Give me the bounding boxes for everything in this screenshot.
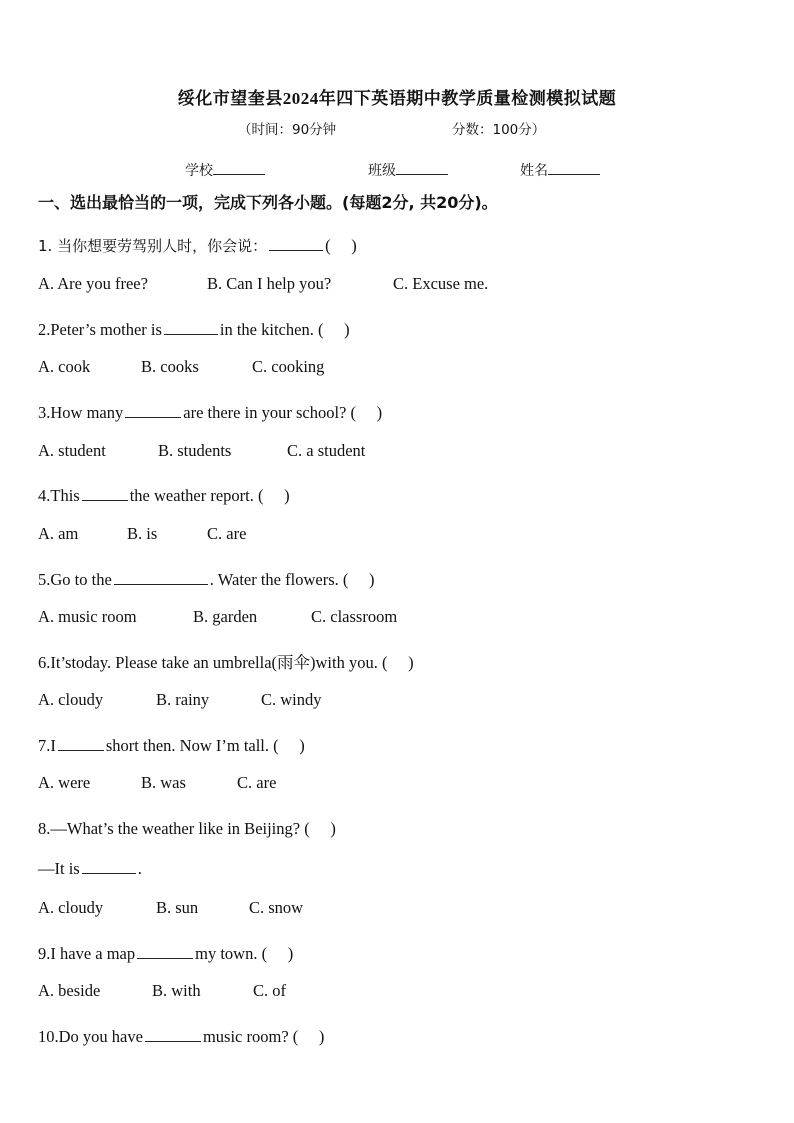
option-c[interactable]: C. classroom	[311, 607, 398, 626]
time-label: （时间：90分钟	[238, 122, 337, 138]
option-b[interactable]: B. is	[127, 524, 158, 543]
answer-blank[interactable]	[137, 942, 193, 959]
option-a[interactable]: A. were	[38, 773, 91, 792]
question-7	[38, 732, 305, 756]
answer-blank[interactable]	[58, 734, 104, 751]
answer-blank[interactable]	[145, 1025, 201, 1042]
name-field	[520, 160, 600, 180]
school-blank[interactable]	[213, 160, 265, 175]
option-c[interactable]: C. are	[237, 773, 277, 792]
school-label: 学校	[185, 163, 213, 179]
question-stem: 7.I	[38, 736, 56, 755]
question-8-options	[38, 898, 303, 918]
question-2	[38, 316, 350, 340]
score-label: 分数：100分）	[452, 122, 546, 138]
option-b[interactable]: B. with	[152, 981, 201, 1000]
question-6-options	[38, 690, 322, 710]
question-8-line-2	[38, 857, 142, 879]
question-stem: 6.It’s	[38, 653, 72, 672]
option-a[interactable]: A. cloudy	[38, 898, 104, 917]
question-6	[38, 649, 414, 673]
question-stem: 1. 当你想要劳驾别人时，你会说：	[38, 237, 268, 255]
question-1-options	[38, 274, 488, 294]
option-a[interactable]: A. cloudy	[38, 690, 104, 709]
answer-bracket: music room? ( )	[202, 1027, 325, 1046]
question-4	[38, 482, 290, 506]
question-1	[38, 232, 357, 256]
answer-bracket: in the kitchen. ( )	[219, 320, 350, 339]
option-b[interactable]: B. students	[158, 441, 232, 460]
question-stem: 2.Peter’s mother is	[38, 320, 162, 339]
question-stem: 9.I have a map	[38, 944, 136, 963]
question-stem-line-2: —It is	[38, 859, 80, 878]
option-b[interactable]: B. sun	[156, 898, 199, 917]
school-field	[185, 160, 265, 180]
question-3-options	[38, 441, 365, 461]
section-heading: 一、选出最恰当的一项，完成下列各小题。(每题2分, 共20分)。	[38, 193, 498, 212]
option-a[interactable]: A. Are you free?	[38, 274, 148, 293]
option-c[interactable]: C. windy	[261, 690, 322, 709]
answer-bracket: today. Please take an umbrella(雨伞)with you. ( )	[71, 653, 414, 672]
answer-bracket: short then. Now I’m tall. ( )	[105, 736, 305, 755]
question-10	[38, 1023, 324, 1047]
question-9	[38, 940, 293, 964]
name-blank[interactable]	[548, 160, 600, 175]
option-c[interactable]: C. a student	[287, 441, 366, 460]
class-blank[interactable]	[396, 160, 448, 175]
option-a[interactable]: A. beside	[38, 981, 101, 1000]
answer-blank[interactable]	[82, 484, 128, 501]
question-stem-end: .	[137, 859, 142, 878]
option-b[interactable]: B. garden	[193, 607, 258, 626]
class-label: 班级	[368, 163, 396, 179]
page-title: 绥化市望奎县2024年四下英语期中教学质量检测模拟试题	[177, 89, 617, 108]
question-8	[38, 815, 336, 839]
question-stem: 10.Do you have	[38, 1027, 143, 1046]
question-stem: 5.Go to the	[38, 570, 112, 589]
option-a[interactable]: A. cook	[38, 357, 91, 376]
option-c[interactable]: C. cooking	[252, 357, 325, 376]
answer-blank[interactable]	[164, 318, 218, 335]
option-c[interactable]: C. are	[207, 524, 247, 543]
question-stem: 3.How many	[38, 403, 124, 422]
question-stem: 8.—What’s the weather like in Beijing? ( )	[38, 819, 336, 838]
name-label: 姓名	[520, 163, 548, 179]
answer-blank[interactable]	[82, 857, 136, 874]
option-c[interactable]: C. Excuse me.	[393, 274, 489, 293]
question-stem: 4.This	[38, 486, 80, 505]
option-b[interactable]: B. rainy	[156, 690, 210, 709]
answer-bracket: the weather report. ( )	[129, 486, 290, 505]
option-b[interactable]: B. cooks	[141, 357, 199, 376]
class-field	[368, 160, 448, 180]
answer-bracket: ( )	[325, 236, 357, 255]
option-b[interactable]: B. Can I help you?	[207, 274, 332, 293]
answer-bracket: are there in your school? ( )	[183, 403, 383, 422]
question-2-options	[38, 357, 324, 377]
answer-blank[interactable]	[114, 568, 208, 585]
answer-bracket: . Water the flowers. ( )	[209, 570, 375, 589]
question-5	[38, 566, 374, 590]
question-9-options	[38, 981, 286, 1001]
option-a[interactable]: A. music room	[38, 607, 137, 626]
option-c[interactable]: C. snow	[249, 898, 304, 917]
option-b[interactable]: B. was	[141, 773, 186, 792]
answer-blank[interactable]	[269, 234, 323, 251]
question-5-options	[38, 607, 397, 627]
answer-blank[interactable]	[125, 401, 181, 418]
question-4-options	[38, 524, 246, 544]
answer-bracket: my town. ( )	[195, 944, 294, 963]
question-7-options	[38, 773, 276, 793]
option-c[interactable]: C. of	[253, 981, 286, 1000]
option-a[interactable]: A. am	[38, 524, 79, 543]
option-a[interactable]: A. student	[38, 441, 106, 460]
question-3	[38, 399, 382, 423]
